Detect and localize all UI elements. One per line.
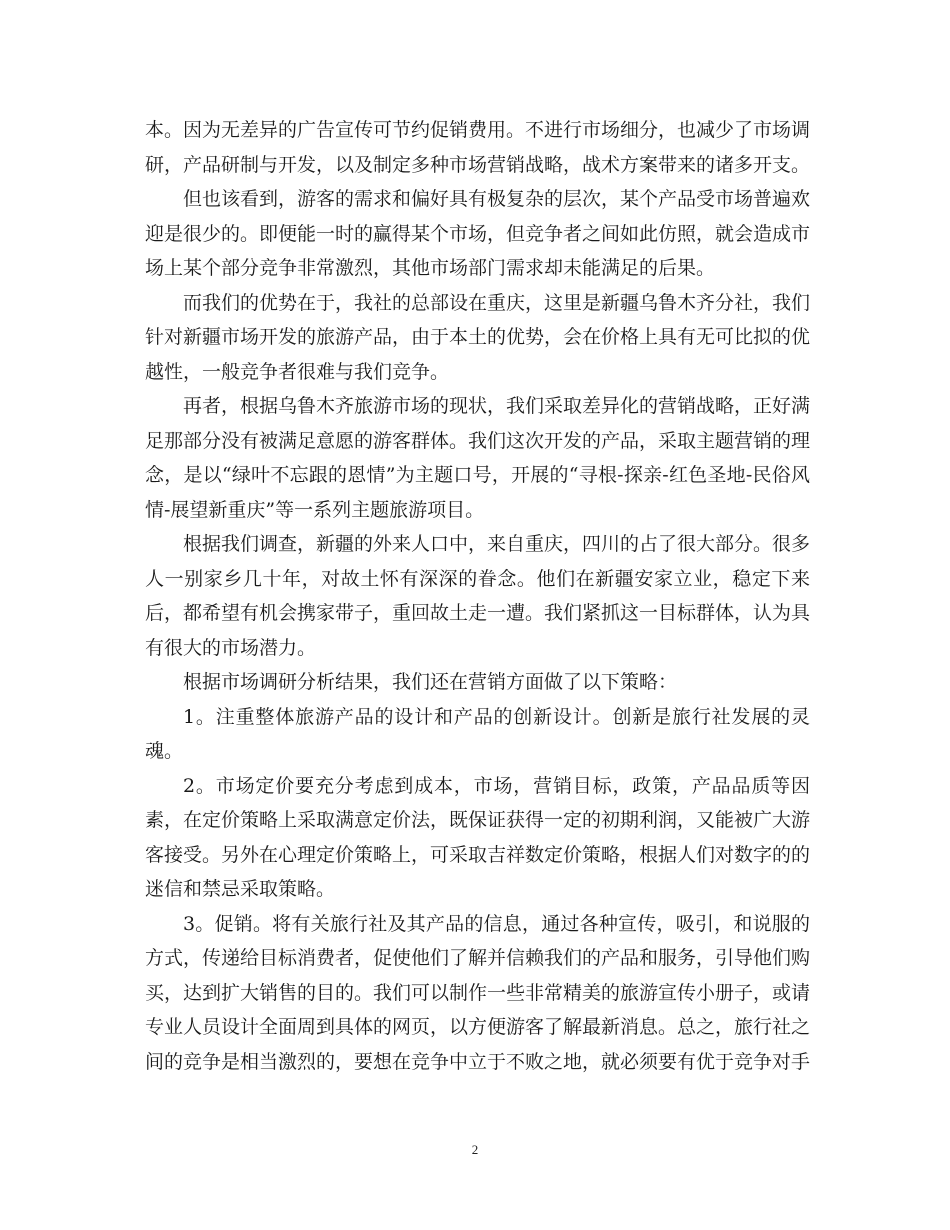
page-body bbox=[145, 113, 810, 1079]
list-item: 3。促销。将有关旅行社及其产品的信息，通过各种宣传，吸引，和说服的方式，传递给目标消费者，促使他们了解并信赖我们的产品和服务，引导他们购买，达到扩大销售的目的。我们可以制作一些非常精美的旅游宣传小册子，或请专业人员设计全面周到具体的网页，以方便游客了解最新消息。总之，旅行社之间的竞争是相当激烈的，要想在竞争中立于不败之地，就必须要有优于竞争对手 bbox=[145, 912, 811, 1073]
page-number: 2 bbox=[471, 1142, 479, 1157]
paragraph: 而我们的优势在于，我社的总部设在重庆，这里是新疆乌鲁木齐分社，我们针对新疆市场开发的旅游产品，由于本土的优势，会在价格上具有无可比拟的优越性，一般竞争者很难与我们竞争。 bbox=[145, 291, 811, 383]
list-item: 1。注重整体旅游产品的设计和产品的创新设计。创新是旅行社发展的灵魂。 bbox=[145, 705, 810, 762]
paragraph: 本。因为无差异的广告宣传可节约促销费用。不进行市场细分，也减少了市场调研，产品研制与开发，以及制定多种市场营销战略，战术方案带来的诸多开支。 bbox=[145, 119, 811, 176]
list-item: 2。市场定价要充分考虑到成本，市场，营销目标，政策，产品品质等因素，在定价策略上采取满意定价法，既保证获得一定的初期利润，又能被广大游客接受。另外在心理定价策略上，可采取吉祥数定价策略，根据人们对数字的的迷信和禁忌采取策略。 bbox=[145, 774, 811, 900]
paragraph: 根据市场调研分析结果，我们还在营销方面做了以下策略： bbox=[183, 671, 678, 693]
paragraph: 根据我们调查，新疆的外来人口中，来自重庆，四川的占了很大部分。很多人一别家乡几十年，对故土怀有深深的眷念。他们在新疆安家立业，稳定下来后，都希望有机会携家带子，重回故土走一遭。我们紧抓这一目标群体，认为具有很大的市场潜力。 bbox=[145, 533, 811, 659]
paragraph: 再者，根据乌鲁木齐旅游市场的现状，我们采取差异化的营销战略，正好满足那部分没有被满足意愿的游客群体。我们这次开发的产品，采取主题营销的理念，是以“绿叶不忘跟的恩情”为主题口号，开展的“寻根-探亲-红色圣地-民俗风情-展望新重庆”等一系列主题旅游项目。 bbox=[145, 395, 811, 521]
paragraph: 但也该看到，游客的需求和偏好具有极复杂的层次，某个产品受市场普遍欢迎是很少的。即便能一时的赢得某个市场，但竞争者之间如此仿照，就会造成市场上某个部分竞争非常激烈，其他市场部门需求却未能满足的后果。 bbox=[145, 188, 811, 279]
